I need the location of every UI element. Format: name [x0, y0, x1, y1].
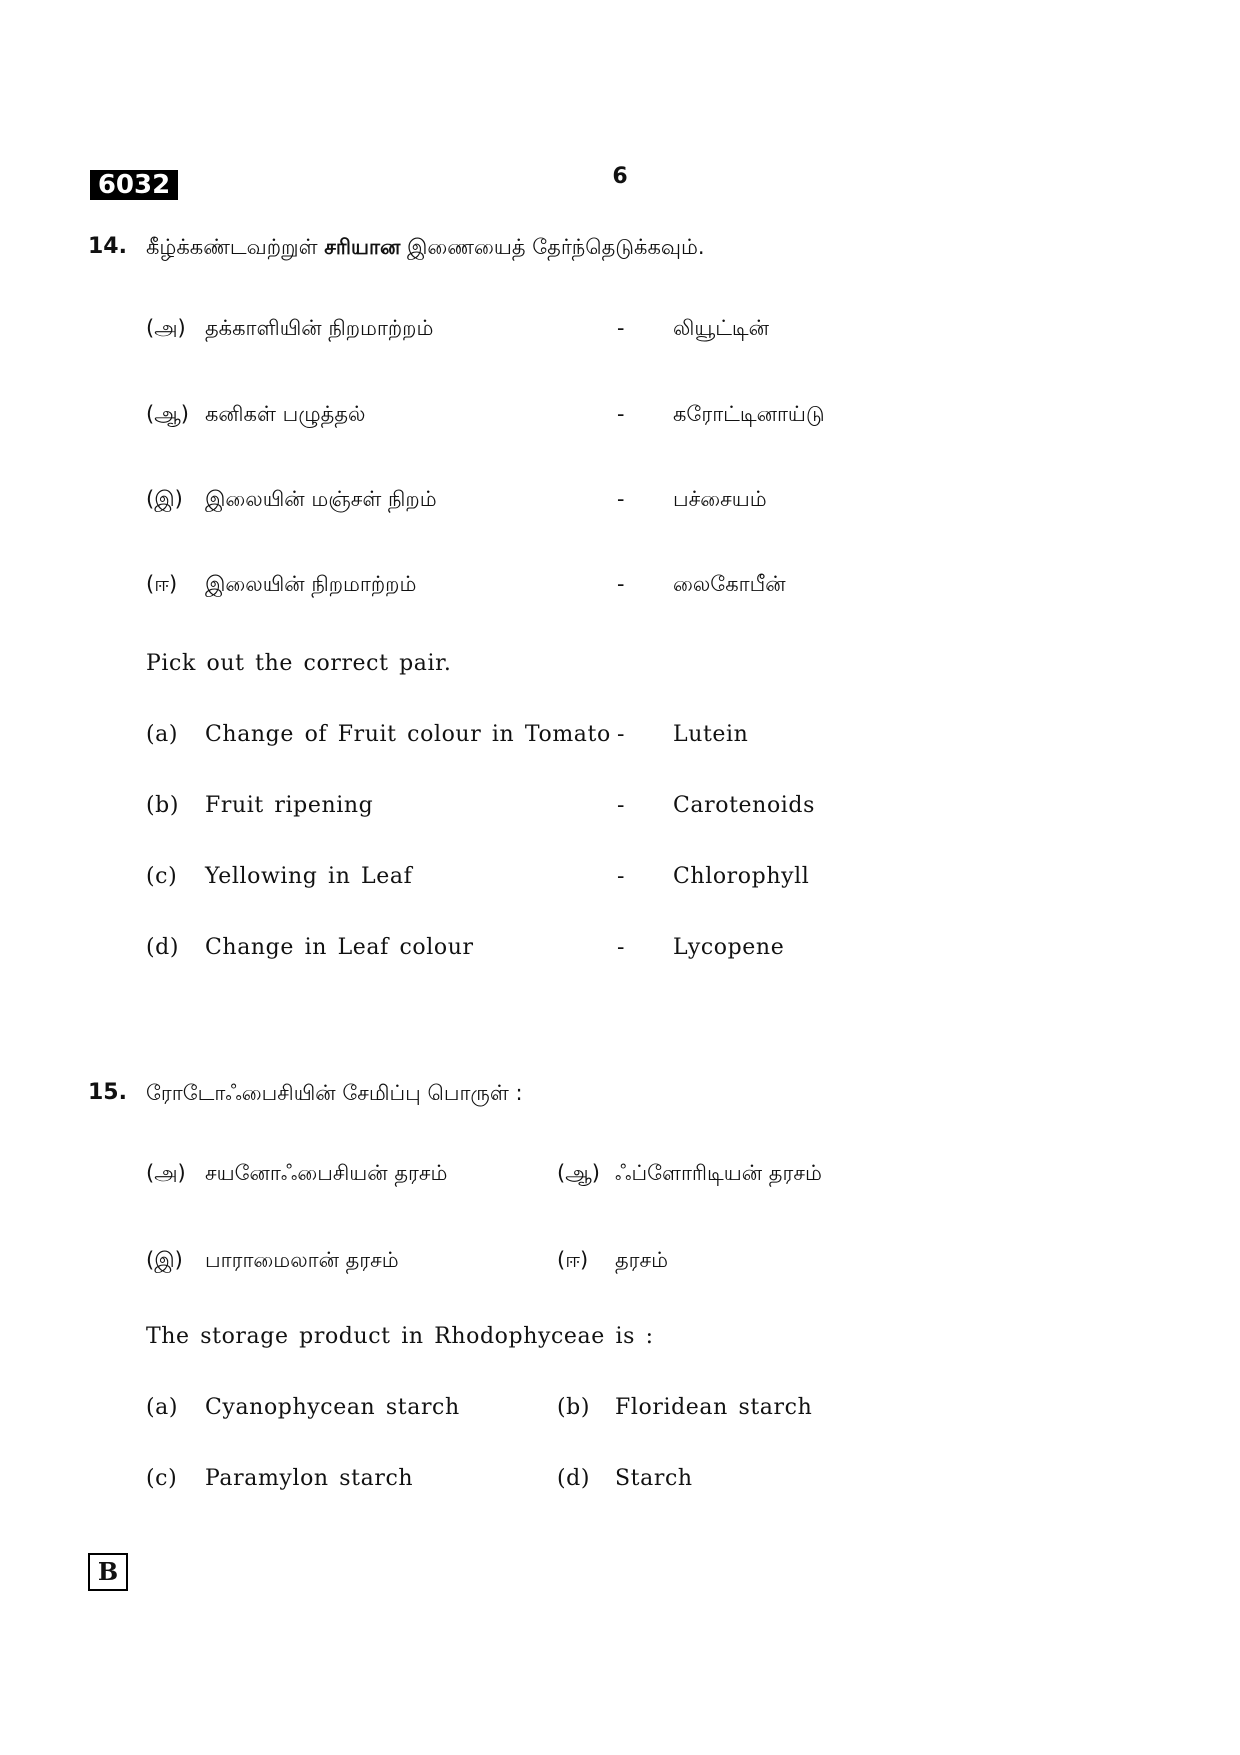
option-dash: -: [617, 864, 625, 889]
question-15-english-prompt: The storage product in Rhodophyceae is :: [146, 1324, 654, 1349]
option-label: (d): [146, 935, 180, 960]
question-14-tamil-prompt: [146, 235, 705, 262]
prompt-text: இணையைத் தேர்ந்தெடுக்கவும்.: [407, 235, 705, 259]
option-label: (ஆ): [146, 402, 189, 426]
option-right-text: Carotenoids: [673, 793, 815, 818]
option-label: (c): [146, 864, 178, 889]
option-left-text: Yellowing in Leaf: [205, 864, 413, 889]
booklet-code-box: B: [88, 1553, 128, 1591]
option-right-text: கரோட்டினாய்டு: [673, 402, 825, 426]
option-left-text: கனிகள் பழுத்தல்: [205, 402, 366, 426]
option-dash: -: [617, 935, 625, 960]
question-15-number: 15.: [88, 1080, 127, 1105]
option-label: (அ): [146, 1161, 186, 1185]
option-dash: -: [617, 316, 625, 341]
option-right-text: பச்சையம்: [673, 487, 767, 511]
prompt-text: கீழ்க்கண்டவற்றுள்: [146, 235, 318, 259]
option-label: (c): [146, 1466, 178, 1491]
option-dash: -: [617, 402, 625, 427]
option-label: (a): [146, 722, 179, 747]
option-text: பாராமைலான் தரசம்: [205, 1248, 399, 1272]
option-label: (a): [146, 1395, 179, 1420]
option-left-text: Change in Leaf colour: [205, 935, 474, 960]
option-label: (ஆ): [557, 1161, 600, 1185]
option-dash: -: [617, 722, 625, 747]
option-text: Starch: [615, 1466, 693, 1491]
option-text: Paramylon starch: [205, 1466, 414, 1491]
option-right-text: லியூட்டின்: [673, 316, 769, 340]
option-label: (அ): [146, 316, 186, 340]
option-dash: -: [617, 793, 625, 818]
option-left-text: Fruit ripening: [205, 793, 374, 818]
option-label: (ஈ): [146, 572, 178, 596]
option-left-text: இலையின் நிறமாற்றம்: [205, 572, 417, 596]
question-15-tamil-prompt: ரோடோஃபைசியின் சேமிப்பு பொருள் :: [146, 1081, 523, 1105]
option-left-text: தக்காளியின் நிறமாற்றம்: [205, 316, 434, 340]
question-14-number: 14.: [88, 234, 127, 259]
option-text: Floridean starch: [615, 1395, 813, 1420]
paper-code-badge: 6032: [90, 170, 178, 200]
option-text: ஃப்ளோரிடியன் தரசம்: [615, 1161, 822, 1185]
page-number: 6: [612, 164, 628, 189]
option-label: (b): [146, 793, 180, 818]
question-14-english-prompt: Pick out the correct pair.: [146, 651, 452, 676]
option-label: (b): [557, 1395, 591, 1420]
option-label: (d): [557, 1466, 591, 1491]
option-right-text: Lutein: [673, 722, 749, 747]
option-label: (ஈ): [557, 1248, 589, 1272]
option-left-text: இலையின் மஞ்சள் நிறம்: [205, 487, 437, 511]
option-dash: -: [617, 487, 625, 512]
option-text: சயனோஃபைசியன் தரசம்: [205, 1161, 448, 1185]
option-right-text: லைகோபீன்: [673, 572, 786, 596]
prompt-bold-text: சரியான: [324, 235, 401, 259]
option-label: (இ): [146, 1248, 183, 1272]
option-dash: -: [617, 572, 625, 597]
option-left-text: Change of Fruit colour in Tomato: [205, 722, 611, 747]
option-right-text: Chlorophyll: [673, 864, 810, 889]
option-right-text: Lycopene: [673, 935, 785, 960]
option-text: Cyanophycean starch: [205, 1395, 460, 1420]
option-text: தரசம்: [615, 1248, 669, 1272]
option-label: (இ): [146, 487, 183, 511]
